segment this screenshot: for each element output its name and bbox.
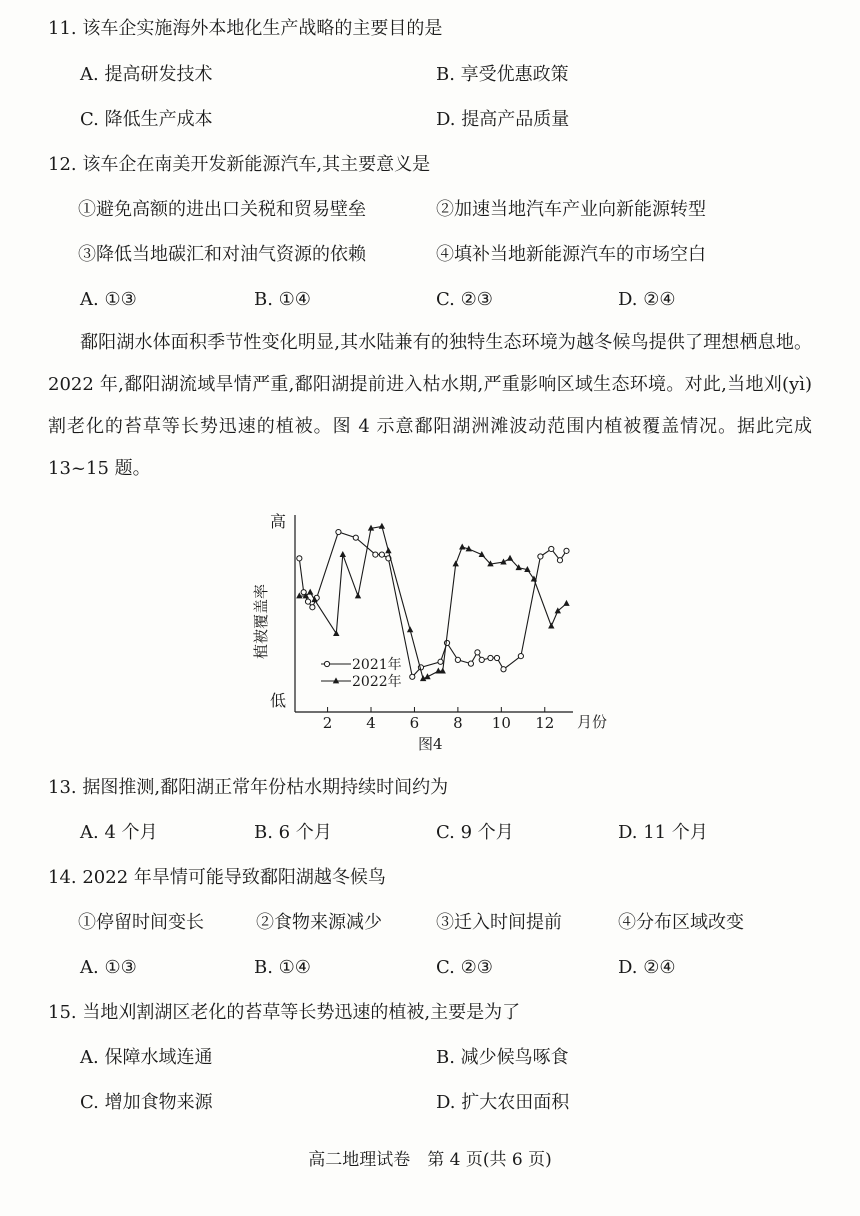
q14-option-d: D. ②④ xyxy=(618,957,676,978)
series-2021-point xyxy=(444,640,449,645)
series-2021-point xyxy=(549,546,554,551)
q12-statement-3: ③降低当地碳汇和对油气资源的依赖 xyxy=(78,244,366,265)
q11-option-c: C. 降低生产成本 xyxy=(80,109,213,130)
series-2021-point xyxy=(379,552,384,557)
q12-option-a: A. ①③ xyxy=(80,289,137,310)
series-2021-point xyxy=(468,661,473,666)
q11-option-a: A. 提高研发技术 xyxy=(80,64,213,85)
q12-statement-1: ①避免高额的进出口关税和贸易壁垒 xyxy=(78,199,366,220)
q13-option-a: A. 4 个月 xyxy=(80,822,158,843)
series-2022-point xyxy=(340,551,346,557)
q12-statement-4: ④填补当地新能源汽车的市场空白 xyxy=(436,244,706,265)
q11-option-d: D. 提高产品质量 xyxy=(436,109,570,130)
series-2022-point xyxy=(385,547,391,553)
q15-option-d: D. 扩大农田面积 xyxy=(436,1092,570,1113)
page-footer: 高二地理试卷 第 4 页(共 6 页) xyxy=(308,1150,552,1170)
passage-text: 鄱阳湖水体面积季节性变化明显,其水陆兼有的独特生态环境为越冬候鸟提供了理想栖息地。2022 年,鄱阳湖流域旱情严重,鄱阳湖提前进入枯水期,严重影响区域生态环境。对此,当地刈(yì)割老化的苔草等长势迅速的植被。图 4 示意鄱阳湖洲滩波动范围内植被覆盖情况。据此完成 13~15 题。 xyxy=(48,332,812,479)
y-high-label: 高 xyxy=(270,512,287,531)
series-2021-point xyxy=(455,657,460,662)
q15-option-a: A. 保障水域连通 xyxy=(80,1047,213,1068)
legend-marker xyxy=(324,661,329,666)
series-2021-point xyxy=(410,674,415,679)
series-2021-point xyxy=(501,667,506,672)
q14-stem: 14. 2022 年旱情可能导致鄱阳湖越冬候鸟 xyxy=(48,867,386,888)
y-axis-label: 植被覆盖率 xyxy=(252,583,270,659)
series-2021-point xyxy=(538,554,543,559)
q14-option-a: A. ①③ xyxy=(80,957,137,978)
series-2022-point xyxy=(379,523,385,529)
q13-option-d: D. 11 个月 xyxy=(618,822,708,843)
series-2022-point xyxy=(548,622,554,628)
q14-statement-2: ②食物来源减少 xyxy=(256,912,382,933)
q12-option-c: C. ②③ xyxy=(436,289,493,310)
series-2022-point xyxy=(500,559,506,565)
series-2022-point xyxy=(459,543,465,549)
series-2021-point xyxy=(353,535,358,540)
series-2022-point xyxy=(355,592,361,598)
series-2021-point xyxy=(438,659,443,664)
q11-option-b: B. 享受优惠政策 xyxy=(436,64,569,85)
series-2022-point xyxy=(453,560,459,566)
q13-stem: 13. 据图推测,鄱阳湖正常年份枯水期持续时间约为 xyxy=(48,777,449,798)
series-2021-point xyxy=(336,529,341,534)
q14-option-c: C. ②③ xyxy=(436,957,493,978)
legend-label: 2022年 xyxy=(352,674,402,690)
series-2022-point xyxy=(439,668,445,674)
q13-option-c: C. 9 个月 xyxy=(436,822,514,843)
q15-stem: 15. 当地刈割湖区老化的苔草等长势迅速的植被,主要是为了 xyxy=(48,1002,521,1023)
series-2021-point xyxy=(488,655,493,660)
q14-statement-3: ③迁入时间提前 xyxy=(436,912,562,933)
q14-statement-4: ④分布区域改变 xyxy=(618,912,744,933)
series-2021-point xyxy=(494,655,499,660)
series-line-1 xyxy=(299,532,566,677)
series-2021-point xyxy=(557,558,562,563)
series-2022-point xyxy=(563,600,569,606)
legend-marker xyxy=(333,677,339,683)
series-2022-point xyxy=(307,589,313,595)
x-axis-label: 月份 xyxy=(577,713,608,731)
x-tick-label: 8 xyxy=(453,714,463,732)
series-2021-point xyxy=(475,650,480,655)
figure-caption: 图4 xyxy=(418,735,443,753)
vegetation-coverage-chart xyxy=(235,505,635,755)
q15-option-b: B. 减少候鸟啄食 xyxy=(436,1047,569,1068)
series-line-2 xyxy=(299,526,566,678)
series-2021-point xyxy=(373,552,378,557)
q13-option-b: B. 6 个月 xyxy=(254,822,332,843)
q14-statement-1: ①停留时间变长 xyxy=(78,912,204,933)
series-2021-point xyxy=(518,654,523,659)
x-tick-label: 4 xyxy=(366,714,376,732)
series-2021-point xyxy=(297,556,302,561)
x-tick-label: 12 xyxy=(535,714,555,732)
series-2022-point xyxy=(555,607,561,613)
q12-stem: 12. 该车企在南美开发新能源汽车,其主要意义是 xyxy=(48,154,431,175)
series-2021-point xyxy=(305,599,310,604)
q12-statement-2: ②加速当地汽车产业向新能源转型 xyxy=(436,199,706,220)
series-2021-point xyxy=(479,657,484,662)
x-tick-label: 6 xyxy=(409,714,420,732)
q15-option-c: C. 增加食物来源 xyxy=(80,1092,213,1113)
x-tick-label: 10 xyxy=(491,714,511,732)
series-2022-point xyxy=(507,555,513,561)
q12-option-b: B. ①④ xyxy=(254,289,311,310)
series-2022-point xyxy=(407,626,413,632)
series-2021-point xyxy=(310,605,315,610)
q12-option-d: D. ②④ xyxy=(618,289,676,310)
q11-stem: 11. 该车企实施海外本地化生产战略的主要目的是 xyxy=(48,18,443,39)
q14-option-b: B. ①④ xyxy=(254,957,311,978)
legend-label: 2021年 xyxy=(352,657,402,673)
y-low-label: 低 xyxy=(270,691,287,710)
series-2021-point xyxy=(564,548,569,553)
x-tick-label: 2 xyxy=(322,714,333,732)
